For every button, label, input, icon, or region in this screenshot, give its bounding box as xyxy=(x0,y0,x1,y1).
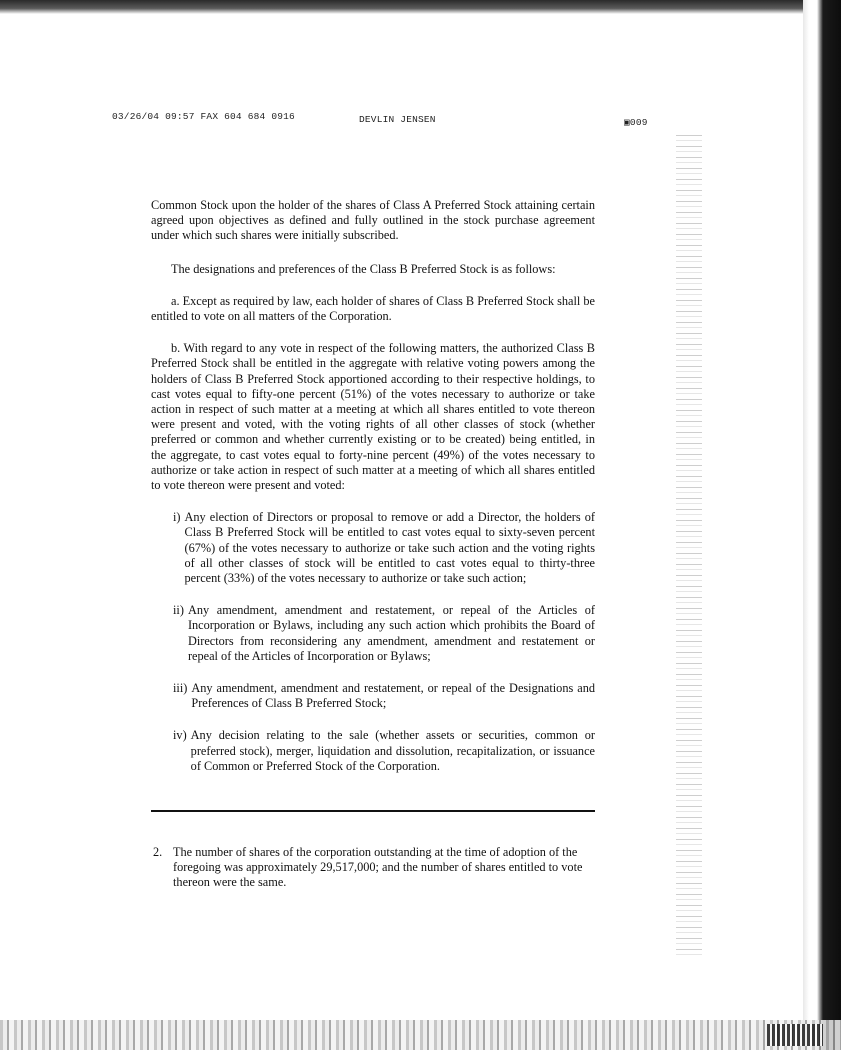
list-item-text: Any amendment, amendment and restatement, or repeal of the Designations and Preferences of Class B Preferred Stock; xyxy=(191,681,595,711)
footnote-text: The number of shares of the corporation outstanding at the time of adoption of the foregoing was approximately 29,517,000; and the number of shares entitled to vote thereon were the same. xyxy=(173,845,583,890)
list-item xyxy=(173,728,595,774)
list-item xyxy=(173,681,595,711)
fax-sender: DEVLIN JENSEN xyxy=(359,114,436,125)
scan-corner-mark xyxy=(767,1024,823,1046)
footnote-divider xyxy=(151,810,595,812)
scan-bottom-edge xyxy=(0,1020,841,1050)
list-item-text: Any decision relating to the sale (whether assets or securities, common or preferred stock), merger, liquidation and dissolution, recapitalization, or issuance of Common or Preferred Stock of the Corporation. xyxy=(190,728,595,773)
scan-top-edge xyxy=(0,0,841,14)
intro-paragraph: Common Stock upon the holder of the shares of Class A Preferred Stock attaining certain agreed upon objectives as defined and fully outlined in the stock purchase agreement under which such shares were initially subscribed. xyxy=(151,198,595,243)
list-item-number: iii) xyxy=(173,681,188,696)
scan-right-edge xyxy=(803,0,841,1050)
item-b-paragraph: b. With regard to any vote in respect of the following matters, the authorized Class B Preferred Stock shall be entitled in the aggregate with relative voting powers among the holders of Class B Preferred Stock apportioned according to their respective holdings, to cast votes equal to fifty-one percent (51%) of the votes necessary to authorize or take action in respect of such matter at a meeting at which all shares entitled to vote thereon were present and voted, with the voting rights of all other classes of stock (whether preferred or common and whether currently existing or to be created) being entitled, in the aggregate, to cast votes equal to forty-nine percent (49%) of the votes necessary to authorize or take action in respect of such matter at a meeting of which all shares entitled to vote thereon were present and voted: xyxy=(151,341,595,493)
footnote xyxy=(153,845,593,891)
item-a-paragraph: a. Except as required by law, each holder of shares of Class B Preferred Stock shall be entitled to vote on all matters of the Corporation. xyxy=(151,293,595,324)
designations-paragraph: The designations and preferences of the Class B Preferred Stock is as follows: xyxy=(171,261,556,276)
list-item-text: Any election of Directors or proposal to remove or add a Director, the holders of Class B Preferred Stock will be entitled to cast votes equal to sixty-seven percent (67%) of the votes necessary to authorize or take such action and the voting rights of all other classes of stock will be entitled to cast votes equal to thirty-three percent (33%) of the votes necessary to authorize or take such action; xyxy=(184,510,595,586)
sub-item-list xyxy=(173,510,595,774)
list-item-number: ii) xyxy=(173,603,184,618)
footnote-number: 2. xyxy=(153,845,163,859)
fax-header xyxy=(112,111,672,127)
document-body xyxy=(151,198,595,791)
list-item-number: iv) xyxy=(173,728,187,743)
fax-page-number: ▣009 xyxy=(624,117,648,128)
list-item-number: i) xyxy=(173,510,181,525)
fax-timestamp: 03/26/04 09:57 FAX 604 684 0916 xyxy=(112,111,295,122)
list-item xyxy=(173,603,595,664)
list-item xyxy=(173,510,595,586)
scan-speckle xyxy=(676,135,702,955)
list-item-text: Any amendment, amendment and restatement, or repeal of the Articles of Incorporation or Bylaws, including any such action which prohibits the Board of Directors from reconsidering any amendment, amendment and restatement or repeal of the Articles of Incorporation or Bylaws; xyxy=(187,603,595,663)
